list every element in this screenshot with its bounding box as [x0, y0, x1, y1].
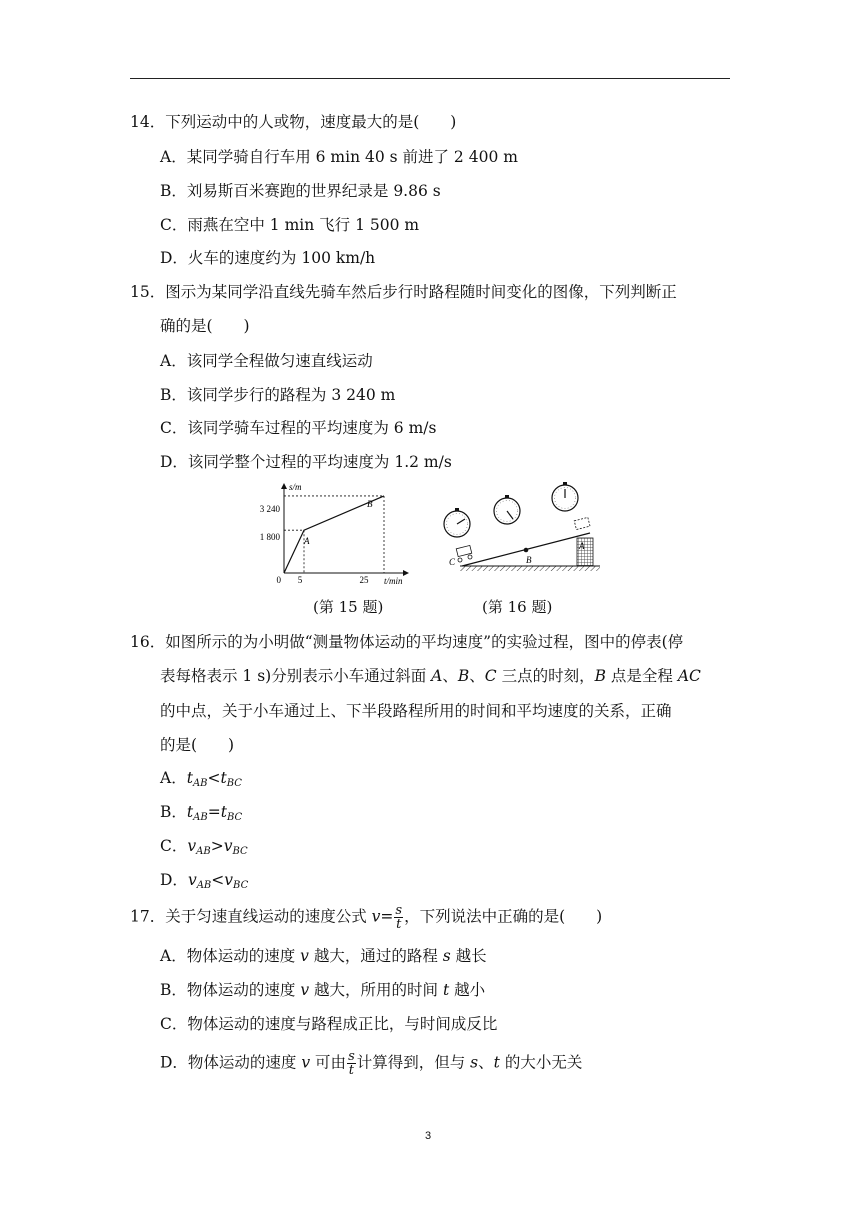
q15-option-a: A．该同学全程做匀速直线运动: [160, 352, 373, 370]
q17-option-d: D．物体运动的速度 v 可由 $\frac{s}{t}$ 计算得到，但与 s、t 的大小无关: [160, 1049, 583, 1078]
q16-line3: 的中点，关于小车通过上、下半段路程所用的时间和平均速度的关系，正确: [160, 702, 672, 720]
x-tick-5: 5: [297, 575, 303, 585]
q16-line1: 16．如图所示的为小明做“测量物体运动的平均速度”的实验过程，图中的停表(停: [130, 633, 684, 651]
point-b-label: B: [367, 499, 373, 509]
figure-16-caption: (第 16 题): [482, 598, 553, 616]
page-number: 3: [425, 1130, 432, 1142]
speed-fraction-inline: $\frac{s}{t}$: [348, 1049, 355, 1078]
q15-option-c: C．该同学骑车过程的平均速度为 6 m/s: [160, 419, 437, 437]
figure-16-incline: [440, 478, 610, 578]
x-tick-25: 25: [359, 575, 369, 585]
q14-option-c: C．雨燕在空中 1 min 飞行 1 500 m: [160, 216, 420, 234]
stopwatch-icon: [444, 508, 470, 537]
figure-15-caption: (第 15 题): [313, 598, 384, 616]
cart-icon: [456, 545, 472, 562]
q14-option-b: B．刘易斯百米赛跑的世界纪录是 9.86 s: [160, 182, 441, 200]
q15-stem-line2: 确的是( ): [160, 317, 250, 335]
q15-option-d: D．该同学整个过程的平均速度为 1.2 m/s: [160, 453, 452, 471]
q16-option-c: C．$v_{AB}>v_{BC}$: [160, 837, 248, 857]
q16-line2: 表每格表示 1 s)分别表示小车通过斜面 A、B、C 三点的时刻，B 点是全程 AC: [160, 667, 701, 685]
q14-option-a: A．某同学骑自行车用 6 min 40 s 前进了 2 400 m: [160, 148, 518, 166]
x-tick-0: 0: [276, 575, 281, 585]
q16-line4: 的是( ): [160, 736, 235, 754]
q16-option-a: A．$t_{AB}<t_{BC}$: [160, 769, 242, 789]
y-axis-label: s/m: [289, 482, 302, 492]
label-c: C: [449, 557, 456, 567]
stopwatch-icon: [494, 495, 520, 524]
q17-stem: 17．关于匀速直线运动的速度公式 v= $\frac{s}{t}$ ，下列说法中正确的是( ): [130, 903, 603, 932]
label-b: B: [526, 555, 532, 565]
cart-start-dashed: [574, 517, 590, 529]
q16-option-d: D．$v_{AB}<v_{BC}$: [160, 871, 249, 891]
speed-fraction: $\frac{s}{t}$: [395, 903, 403, 932]
q16-option-b: B．$t_{AB}=t_{BC}$: [160, 803, 243, 823]
x-axis-label: t/min: [384, 576, 403, 586]
q17-option-c: C．物体运动的速度与路程成正比，与时间成反比: [160, 1015, 498, 1033]
y-tick-1800: 1 800: [259, 532, 280, 542]
point-b-dot: [524, 548, 529, 553]
q17-option-a: A．物体运动的速度 v 越大，通过的路程 s 越长: [160, 947, 487, 965]
point-a-label: A: [304, 536, 310, 546]
header-rule: [130, 78, 730, 79]
figure-15-graph: [248, 478, 418, 588]
q17-option-b: B．物体运动的速度 v 越大，所用的时间 t 越小: [160, 981, 486, 999]
q15-option-b: B．该同学步行的路程为 3 240 m: [160, 386, 396, 404]
q14-option-d: D．火车的速度约为 100 km/h: [160, 249, 376, 267]
ground: [460, 566, 600, 571]
label-a: A: [579, 541, 585, 551]
q14-stem: 14．下列运动中的人或物，速度最大的是( ): [130, 113, 457, 131]
y-tick-3240: 3 240: [259, 504, 280, 514]
q15-stem-line1: 15．图示为某同学沿直线先骑车然后步行时路程随时间变化的图像，下列判断正: [130, 283, 677, 301]
stopwatch-icon: [552, 482, 578, 511]
